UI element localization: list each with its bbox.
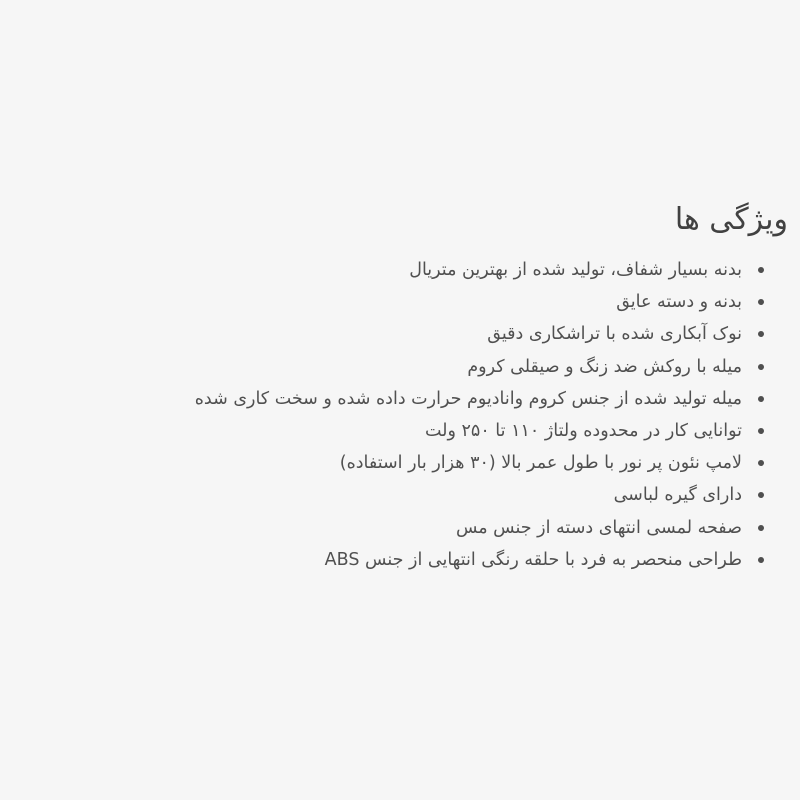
feature-item: توانایی کار در محدوده ولتاژ ۱۱۰ تا ۲۵۰ ولت [0,415,742,447]
feature-item: دارای گیره لباسی [0,479,742,511]
feature-item: میله با روکش ضد زنگ و صیقلی کروم [0,351,742,383]
feature-list [0,254,788,576]
section-title: ویژگی ها [674,202,788,237]
feature-item: بدنه و دسته عایق [0,286,742,318]
feature-item: بدنه بسیار شفاف، تولید شده از بهترین متریال [0,254,742,286]
feature-item: نوک آبکاری شده با تراشکاری دقیق [0,318,742,350]
feature-item: لامپ نئون پر نور با طول عمر بالا (۳۰ هزار بار استفاده) [0,447,742,479]
feature-item: میله تولید شده از جنس کروم وانادیوم حرارت داده شده و سخت کاری شده [0,383,742,415]
feature-item: صفحه لمسی انتهای دسته از جنس مس [0,512,742,544]
feature-item: طراحی منحصر به فرد با حلقه رنگی انتهایی از جنس ABS [0,544,742,576]
